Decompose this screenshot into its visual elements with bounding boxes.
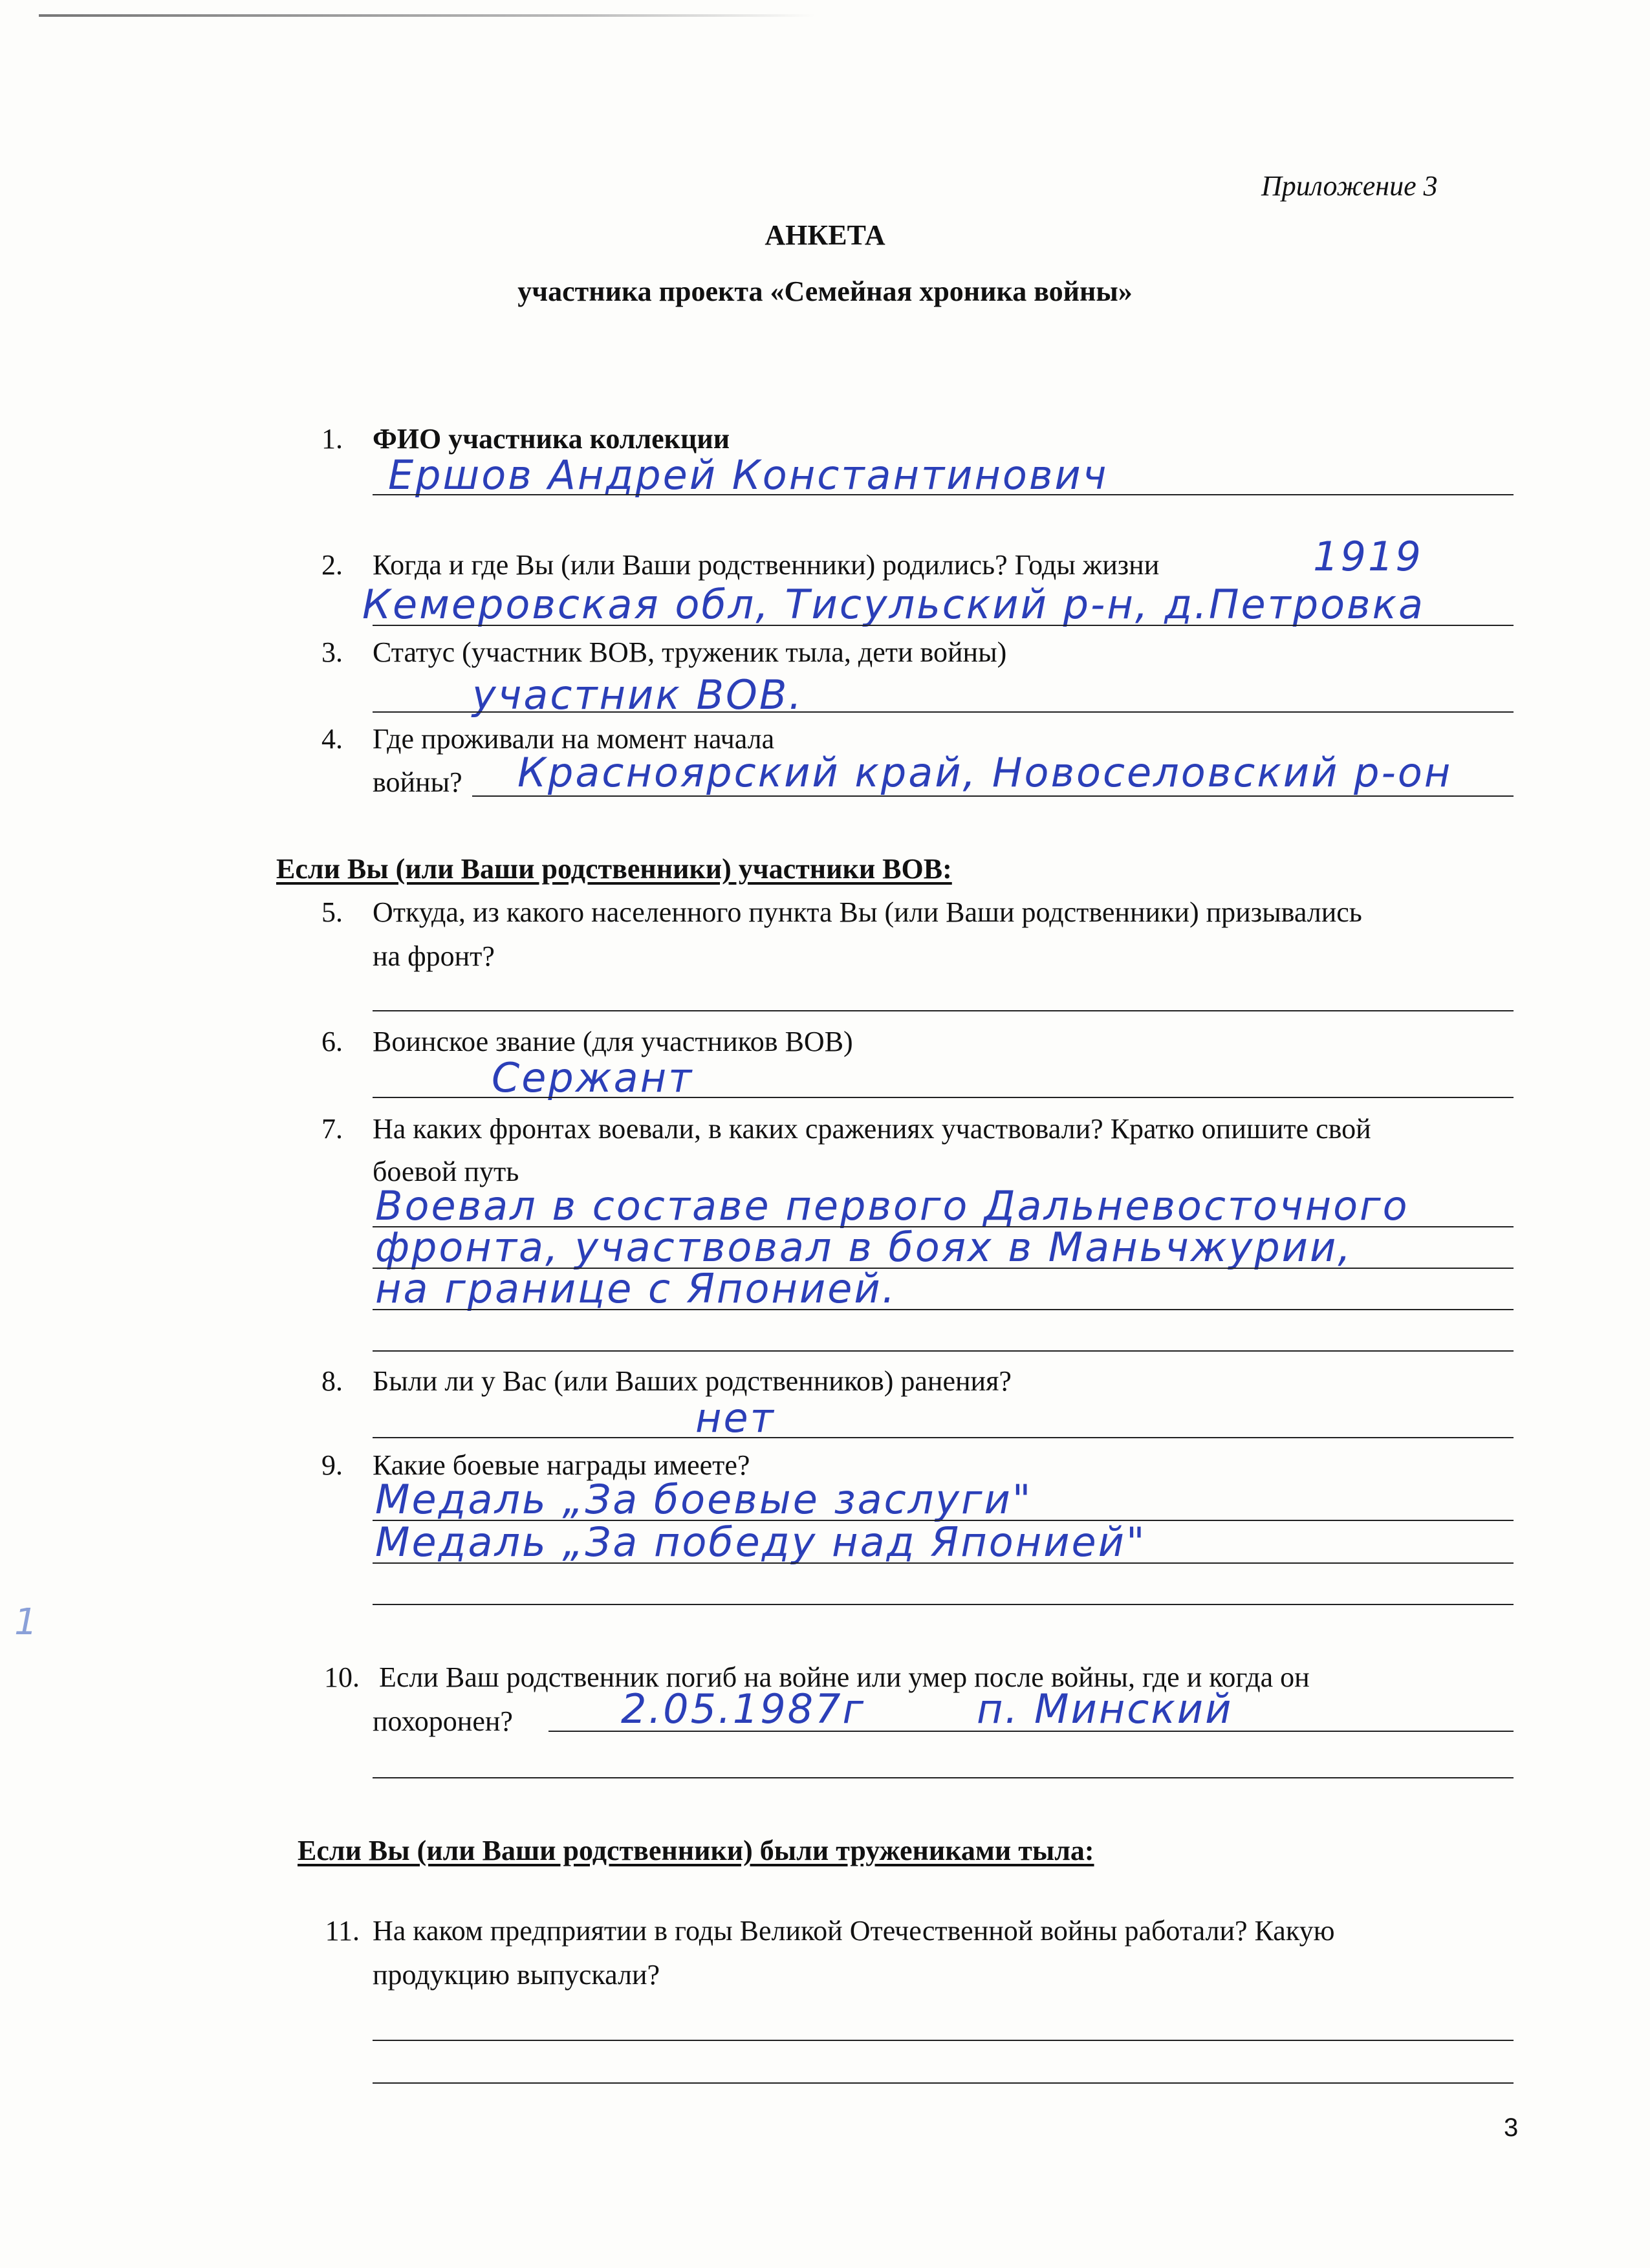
q5-answer-line: [373, 1010, 1514, 1011]
q11-answer-rule2: [373, 2082, 1514, 2084]
q5-label-line2: на фронт?: [373, 940, 495, 972]
q1-number: 1.: [321, 423, 343, 455]
q7-label-line1: На каких фронтах воевали, в каких сражениях участвовали? Кратко опишите свой: [373, 1113, 1371, 1145]
q10-number: 10.: [324, 1661, 360, 1693]
q11-label-line1: На каком предприятии в годы Великой Отечественной войны работали? Какую: [373, 1915, 1335, 1947]
section-rear-heading: Если Вы (или Ваши родственники) были тружениками тыла:: [298, 1835, 1094, 1866]
q7-answer-line1: Воевал в составе первого Дальневосточного: [375, 1182, 1409, 1229]
q10-label-line1: Если Ваш родственник погиб на войне или умер после войны, где и когда он: [379, 1661, 1310, 1693]
q1-answer-line: [373, 494, 1514, 495]
q5-number: 5.: [321, 896, 343, 928]
q11-label-line2: продукцию выпускали?: [373, 1959, 660, 1991]
q2-answer-line: [373, 625, 1514, 626]
q7-answer-rule4: [373, 1350, 1514, 1352]
q10-answer-place: п. Минский: [977, 1685, 1233, 1733]
q3-answer: участник ВОВ.: [472, 671, 804, 718]
q11-number: 11.: [325, 1915, 360, 1947]
q8-number: 8.: [321, 1365, 343, 1397]
q6-label: Воинское звание (для участников ВОВ): [373, 1026, 853, 1057]
q2-answer-place: Кемеровская обл, Тисульский р-н, д.Петровка: [362, 581, 1426, 628]
q8-answer: нет: [695, 1394, 776, 1442]
q6-answer-line: [373, 1097, 1514, 1098]
q3-answer-line: [373, 711, 1514, 713]
q9-answer-rule3: [373, 1604, 1514, 1605]
q9-number: 9.: [321, 1449, 343, 1481]
margin-pencil-mark: 1: [14, 1601, 38, 1643]
q1-answer: Ершов Андрей Константинович: [388, 451, 1109, 499]
q7-answer-line2: фронта, участвовал в боях в Маньчжурии,: [375, 1224, 1352, 1271]
q2-number: 2.: [321, 549, 343, 581]
q10-label-line2: похоронен?: [373, 1705, 513, 1737]
q9-label: Какие боевые награды имеете?: [373, 1449, 750, 1481]
q9-answer-rule2: [373, 1562, 1514, 1564]
q8-label: Были ли у Вас (или Ваших родственников) ранения?: [373, 1365, 1012, 1397]
appendix-label: Приложение 3: [1261, 170, 1438, 202]
q6-number: 6.: [321, 1026, 343, 1057]
q7-number: 7.: [321, 1113, 343, 1145]
q7-label-line2: боевой путь: [373, 1156, 519, 1187]
q3-number: 3.: [321, 636, 343, 668]
scan-edge-line: [39, 14, 815, 17]
page-number: 3: [1504, 2113, 1519, 2142]
q7-answer-line3: на границе с Японией.: [375, 1265, 897, 1312]
q2-answer-year: 1919: [1313, 533, 1423, 580]
q4-answer-line: [472, 795, 1514, 797]
q6-answer: Сержант: [492, 1054, 694, 1101]
q11-answer-rule1: [373, 2040, 1514, 2041]
q10-answer-date: 2.05.1987г: [621, 1685, 866, 1733]
section-vov-heading: Если Вы (или Ваши родственники) участники ВОВ:: [276, 853, 952, 885]
q4-answer: Красноярский край, Новоселовский р-он: [517, 749, 1453, 796]
q8-answer-line: [373, 1437, 1514, 1438]
q5-label-line1: Откуда, из какого населенного пункта Вы (или Ваши родственники) призывались: [373, 896, 1362, 928]
q3-label: Статус (участник ВОВ, труженик тыла, дети войны): [373, 636, 1007, 668]
q4-label-line2: войны?: [373, 766, 462, 798]
form-title: АНКЕТА: [765, 219, 885, 251]
q9-answer-line1: Медаль „За боевые заслуги": [375, 1476, 1033, 1523]
q10-answer-rule1: [548, 1731, 1514, 1732]
q2-label: Когда и где Вы (или Ваши родственники) родились? Годы жизни: [373, 549, 1160, 581]
q4-number: 4.: [321, 723, 343, 755]
q9-answer-line2: Медаль „За победу над Японией": [375, 1518, 1147, 1566]
q4-label-line1: Где проживали на момент начала: [373, 723, 775, 755]
q1-label: ФИО участника коллекции: [373, 423, 730, 455]
q7-answer-rule3: [373, 1309, 1514, 1310]
form-subtitle: участника проекта «Семейная хроника войны»: [517, 275, 1133, 307]
q10-answer-rule2: [373, 1777, 1514, 1778]
